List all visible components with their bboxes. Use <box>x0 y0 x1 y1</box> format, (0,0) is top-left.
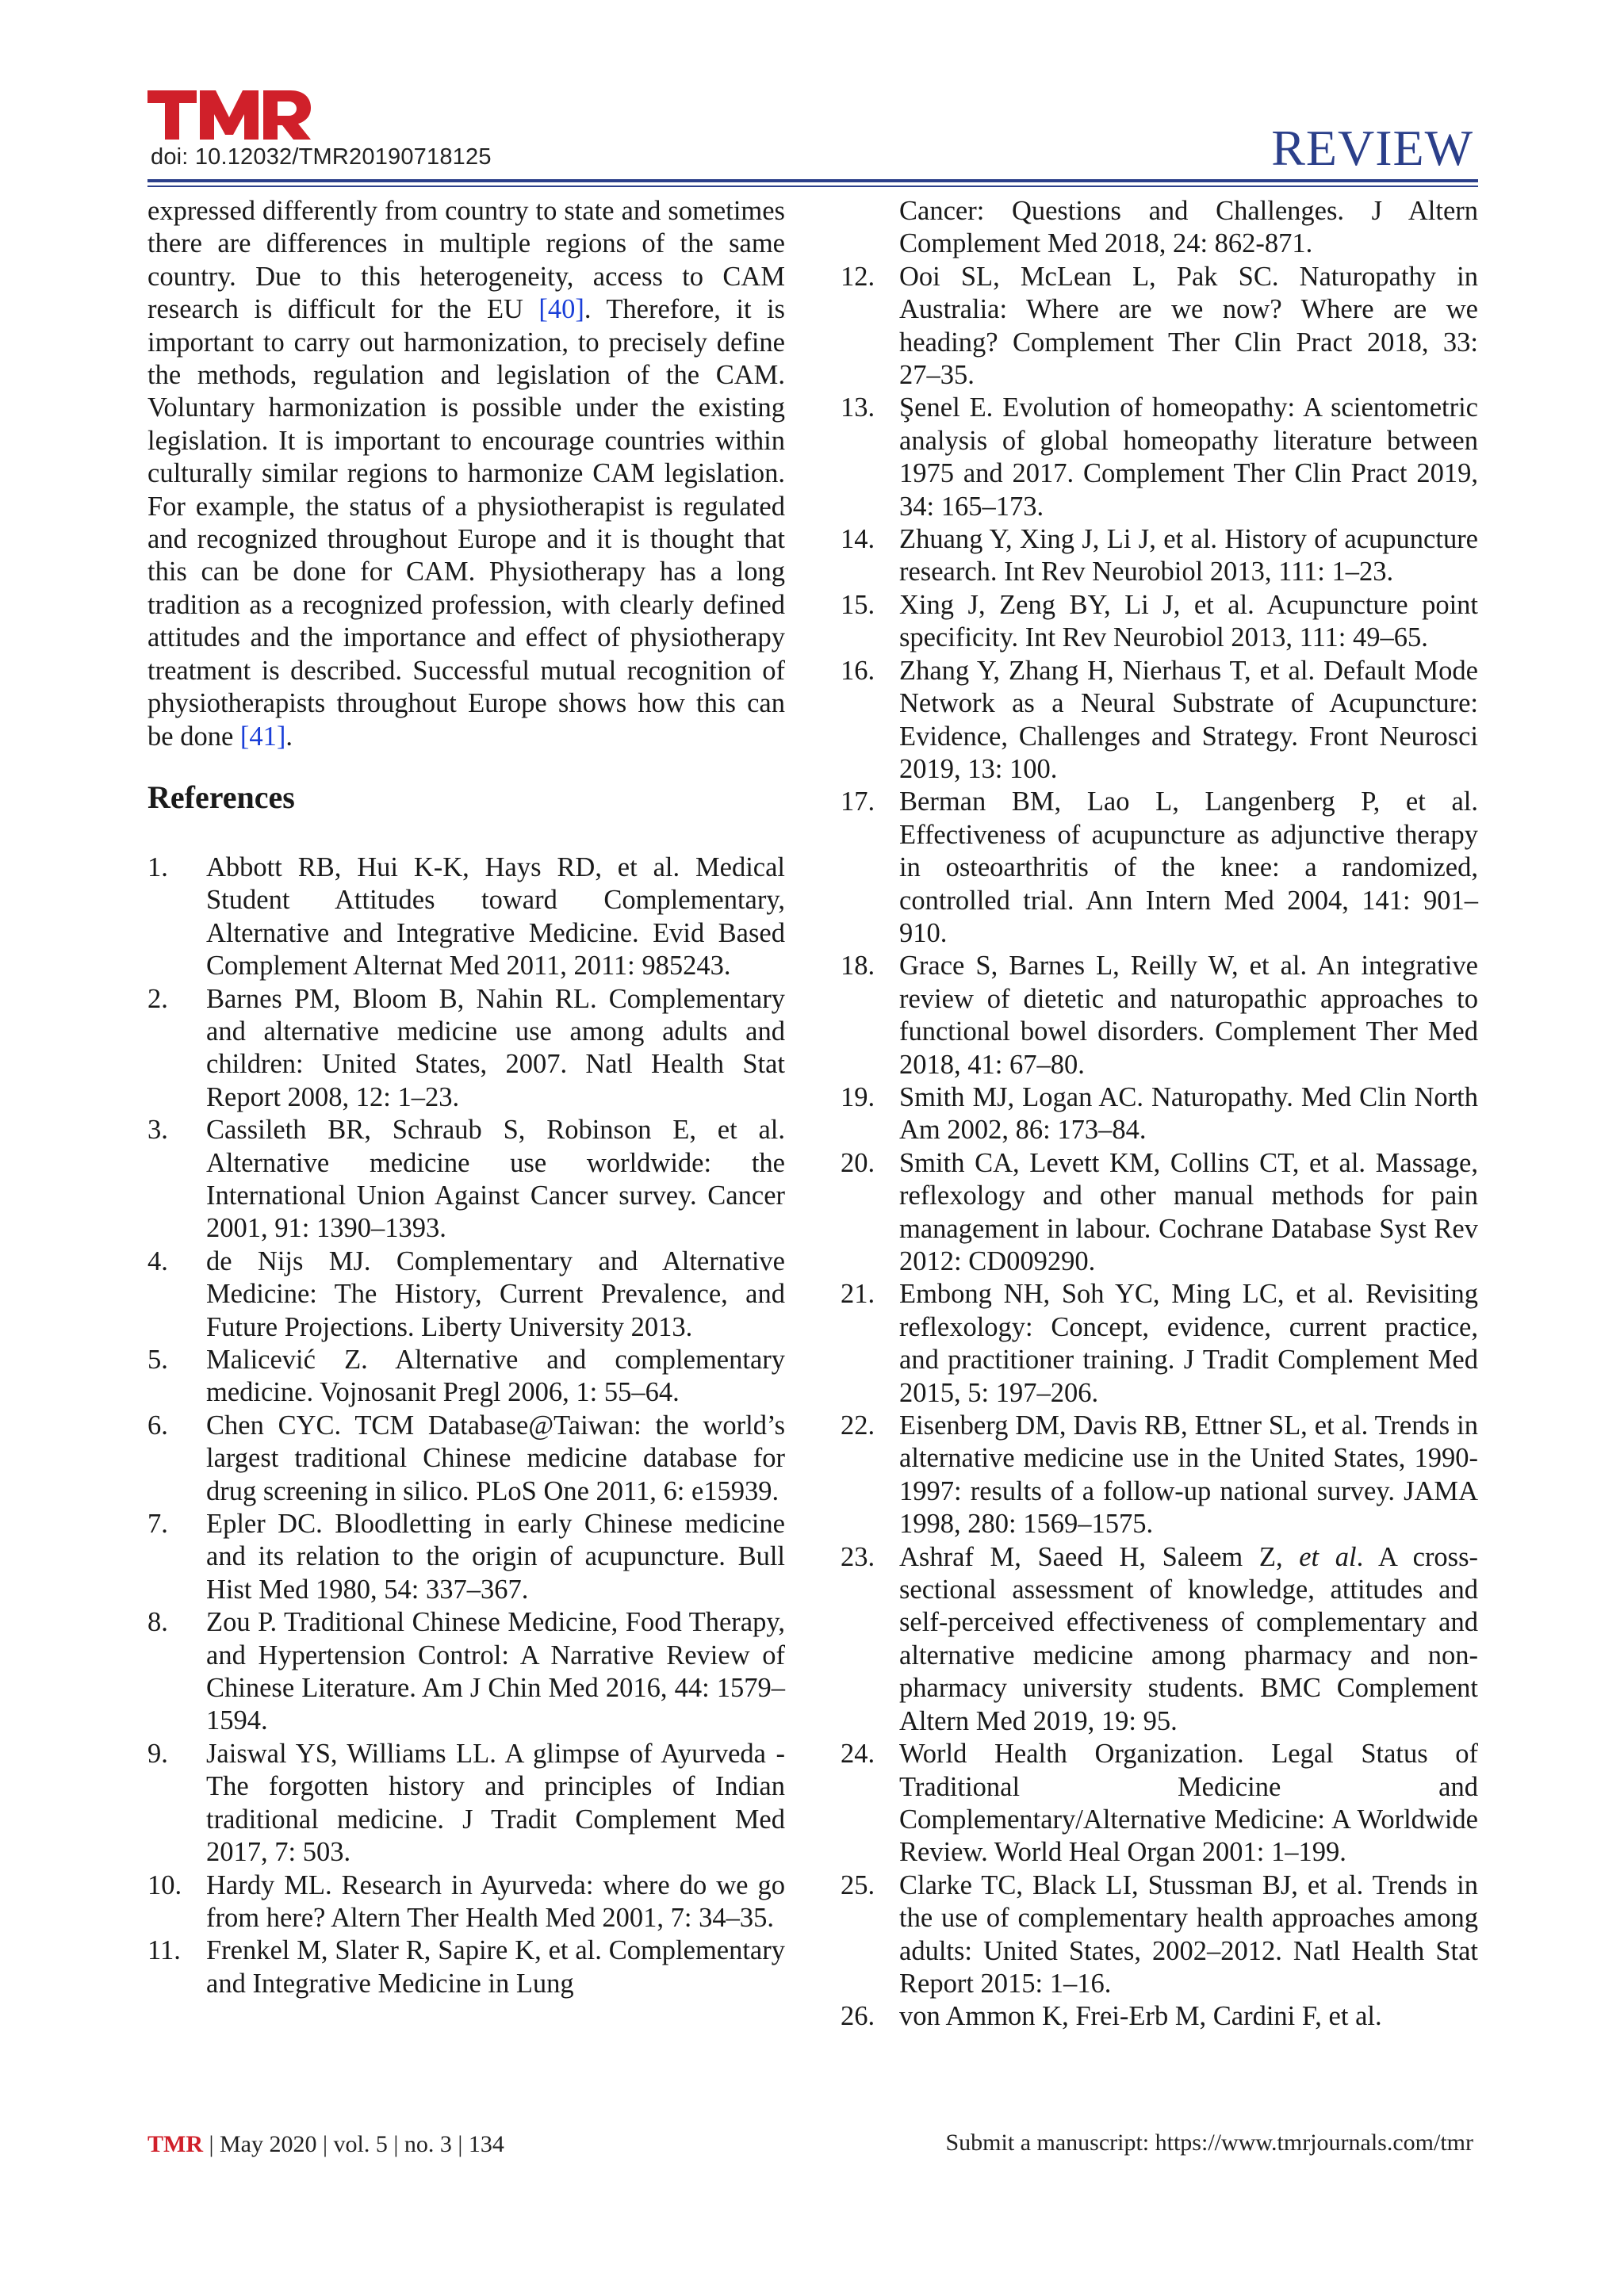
reference-text: Xing J, Zeng BY, Li J, et al. Acupuncture point specificity. Int Rev Neurobiol 2013, 111: 49–65. <box>899 589 1478 653</box>
reference-item <box>841 1147 1478 1279</box>
reference-item <box>147 1344 785 1410</box>
reference-number: 17. <box>841 786 875 817</box>
reference-number: 5. <box>147 1345 168 1375</box>
reference-number: 20. <box>841 1147 875 1178</box>
reference-text: de Nijs MJ. Complementary and Alternative Medicine: The History, Current Prevalence, and Future Projections. Liberty University 2013. <box>206 1246 785 1342</box>
reference-number: 8. <box>147 1607 168 1638</box>
reference-number: 19. <box>841 1081 875 1112</box>
reference-item <box>841 1410 1478 1541</box>
reference-text: Zhang Y, Zhang H, Nierhaus T, et al. Default Mode Network as a Neural Substrate of Acupuncture: Evidence, Challenges and Strategy. Front Neurosci 2019, 13: 100. <box>899 655 1478 784</box>
reference-number: 7. <box>147 1509 168 1540</box>
reference-text: Epler DC. Bloodletting in early Chinese medicine and its relation to the origin of acupuncture. Bull Hist Med 1980, 54: 337–367. <box>206 1509 785 1605</box>
journal-logo <box>147 87 311 143</box>
reference-number: 15. <box>841 589 875 620</box>
reference-text: Berman BM, Lao L, Langenberg P, et al. Effectiveness of acupuncture as adjunctive therapy in osteoarthritis of the knee: a randomized, controlled trial. Ann Intern Med 2004, 141: 901–910. <box>899 786 1478 948</box>
reference-list <box>841 261 1478 2034</box>
reference-text: Grace S, Barnes L, Reilly W, et al. An integrative review of dietetic and naturopathic approaches to functional bowel disorders. Complement Ther Med 2018, 41: 67–80. <box>899 951 1478 1080</box>
reference-number: 14. <box>841 524 875 555</box>
reference-number: 24. <box>841 1739 875 1770</box>
doi-text: doi: 10.12032/TMR20190718125 <box>151 144 492 170</box>
body-paragraph: expressed differently from country to state and sometimes there are differences in multiple regions of the same country. Due to this heterogeneity, access to CAM research is difficult for the EU [40]. Therefore, it is important to carry out harmonization, to precisely define the methods, regulation and legislation of the CAM. Voluntary harmonization is possible under the existing legislation. It is important to encourage countries within culturally similar regions to harmonize CAM legislation. For example, the status of a physiotherapist is regulated and recognized throughout Europe and it is thought that this can be done for CAM. Physiotherapy has a long tradition as a recognized profession, with clearly defined attitudes and the importance and effect of physiotherapy treatment is described. Successful mutual recognition of physiotherapists throughout Europe shows how this can be done [41]. <box>147 196 785 752</box>
reference-text: Hardy ML. Research in Ayurveda: where do we go from here? Altern Ther Health Med 2001, 7: 34–35. <box>206 1869 785 1933</box>
reference-number: 12. <box>841 261 875 292</box>
left-column <box>147 195 785 2000</box>
reference-number: 18. <box>841 951 875 982</box>
reference-list <box>147 851 785 2000</box>
reference-item <box>147 1934 785 2000</box>
reference-text: Clarke TC, Black LI, Stussman BJ, et al. Trends in the use of complementary health approaches among adults: United States, 2002–2012. Natl Health Stat Report 2015: 1–16. <box>899 1869 1478 1999</box>
reference-item <box>147 1246 785 1344</box>
references-heading: References <box>147 779 295 815</box>
reference-item <box>841 1738 1478 1869</box>
reference-item <box>841 392 1478 523</box>
reference-item <box>841 950 1478 1081</box>
reference-text: Barnes PM, Bloom B, Nahin RL. Complementary and alternative medicine use among adults and children: United States, 2007. Natl Health Stat Report 2008, 12: 1–23. <box>206 983 785 1112</box>
footer-brand: TMR <box>147 2131 203 2157</box>
reference-number: 1. <box>147 851 168 882</box>
reference-number: 22. <box>841 1410 875 1441</box>
header-rule <box>147 179 1478 182</box>
reference-number: 9. <box>147 1738 168 1769</box>
reference-text: Frenkel M, Slater R, Sapire K, et al. Complementary and Integrative Medicine in Lung <box>206 1935 785 1999</box>
reference-item <box>147 983 785 1115</box>
reference-number: 23. <box>841 1541 875 1572</box>
footer-issue-info <box>147 2131 504 2158</box>
reference-item <box>841 1081 1478 1147</box>
reference-item <box>841 589 1478 655</box>
footer-issue: | May 2020 | vol. 5 | no. 3 | 134 <box>203 2131 504 2157</box>
reference-number: 21. <box>841 1279 875 1310</box>
reference-text: Malicević Z. Alternative and complementary medicine. Vojnosanit Pregl 2006, 1: 55–64. <box>206 1345 785 1408</box>
reference-number: 25. <box>841 1869 875 1900</box>
reference-text: World Health Organization. Legal Status of Traditional Medicine and Complementary/Alternative Medicine: A Worldwide Review. World Heal Organ 2001: 1–199. <box>899 1739 1478 1868</box>
reference-number: 4. <box>147 1246 168 1276</box>
reference-continuation: Cancer: Questions and Challenges. J Altern Complement Med 2018, 24: 862-871. <box>899 196 1478 259</box>
reference-item <box>841 655 1478 786</box>
reference-text: Zhuang Y, Xing J, Li J, et al. History of acupuncture research. Int Rev Neurobiol 2013, 111: 1–23. <box>899 524 1478 587</box>
reference-item <box>841 1278 1478 1410</box>
reference-item <box>147 1738 785 1869</box>
header-rule-thin <box>147 186 1478 187</box>
reference-item <box>147 1606 785 1738</box>
reference-item <box>841 786 1478 950</box>
reference-item <box>841 1541 1478 1738</box>
reference-number: 3. <box>147 1115 168 1146</box>
reference-text: von Ammon K, Frei-Erb M, Cardini F, et al. <box>899 2001 1382 2032</box>
reference-item <box>841 261 1478 392</box>
citation-link[interactable]: [40] <box>538 294 584 325</box>
reference-text: Zou P. Traditional Chinese Medicine, Food Therapy, and Hypertension Control: A Narrative Review of Chinese Literature. Am J Chin Med 2016, 44: 1579–1594. <box>206 1607 785 1736</box>
reference-number: 16. <box>841 655 875 686</box>
reference-text: Jaiswal YS, Williams LL. A glimpse of Ayurveda - The forgotten history and principles of Indian traditional medicine. J Tradit Complement Med 2017, 7: 503. <box>206 1738 785 1868</box>
section-label: REVIEW <box>1271 120 1473 176</box>
reference-item <box>147 1508 785 1606</box>
reference-text: Cassileth BR, Schraub S, Robinson E, et al. Alternative medicine use worldwide: the International Union Against Cancer survey. Cancer 2001, 91: 1390–1393. <box>206 1115 785 1244</box>
reference-text: Ooi SL, McLean L, Pak SC. Naturopathy in Australia: Where are we now? Where are we heading? Complement Ther Clin Pract 2018, 33: 27–35. <box>899 261 1478 391</box>
reference-text: Smith CA, Levett KM, Collins CT, et al. Massage, reflexology and other manual methods for pain management in labour. Cochrane Database Syst Rev 2012: CD009290. <box>899 1147 1478 1276</box>
reference-number: 26. <box>841 2001 875 2032</box>
reference-text: Chen CYC. TCM Database@Taiwan: the world’s largest traditional Chinese medicine database for drug screening in silico. PLoS One 2011, 6: e15939. <box>206 1410 785 1506</box>
reference-number: 6. <box>147 1410 168 1441</box>
reference-item <box>841 1869 1478 2001</box>
reference-item <box>147 1869 785 1935</box>
reference-text: Şenel E. Evolution of homeopathy: A scientometric analysis of global homeopathy literature between 1975 and 2017. Complement Ther Clin Pract 2019, 34: 165–173. <box>899 392 1478 522</box>
reference-number: 11. <box>147 1935 181 1966</box>
reference-number: 10. <box>147 1869 182 1900</box>
footer-submit-link[interactable]: Submit a manuscript: https://www.tmrjournals.com/tmr <box>945 2130 1473 2156</box>
reference-item <box>841 523 1478 589</box>
reference-text: Eisenberg DM, Davis RB, Ettner SL, et al. Trends in alternative medicine use in the United States, 1990-1997: results of a follow-up national survey. JAMA 1998, 280: 1569–1575. <box>899 1410 1478 1540</box>
reference-number: 2. <box>147 983 168 1014</box>
reference-text: Smith MJ, Logan AC. Naturopathy. Med Clin North Am 2002, 86: 173–84. <box>899 1081 1478 1146</box>
reference-number: 13. <box>841 392 875 423</box>
right-column <box>841 195 1478 2034</box>
reference-text: Abbott RB, Hui K-K, Hays RD, et al. Medical Student Attitudes toward Complementary, Alternative and Integrative Medicine. Evid Based Complement Alternat Med 2011, 2011: 985243. <box>206 851 785 982</box>
reference-text: Ashraf M, Saeed H, Saleem Z, et al. A cross-sectional assessment of knowledge, attitudes and self-perceived effectiveness of complementary and alternative medicine among pharmacy and non-pharmacy university students. BMC Complement Altern Med 2019, 19: 95. <box>899 1541 1479 1736</box>
reference-item <box>147 1410 785 1508</box>
citation-link[interactable]: [41] <box>239 721 286 752</box>
reference-item <box>147 1114 785 1246</box>
reference-text: Embong NH, Soh YC, Ming LC, et al. Revisiting reflexology: Concept, evidence, current practice, and practitioner training. J Tradit Complement Med 2015, 5: 197–206. <box>899 1279 1478 1408</box>
reference-item <box>147 851 785 983</box>
reference-item <box>841 2000 1478 2033</box>
